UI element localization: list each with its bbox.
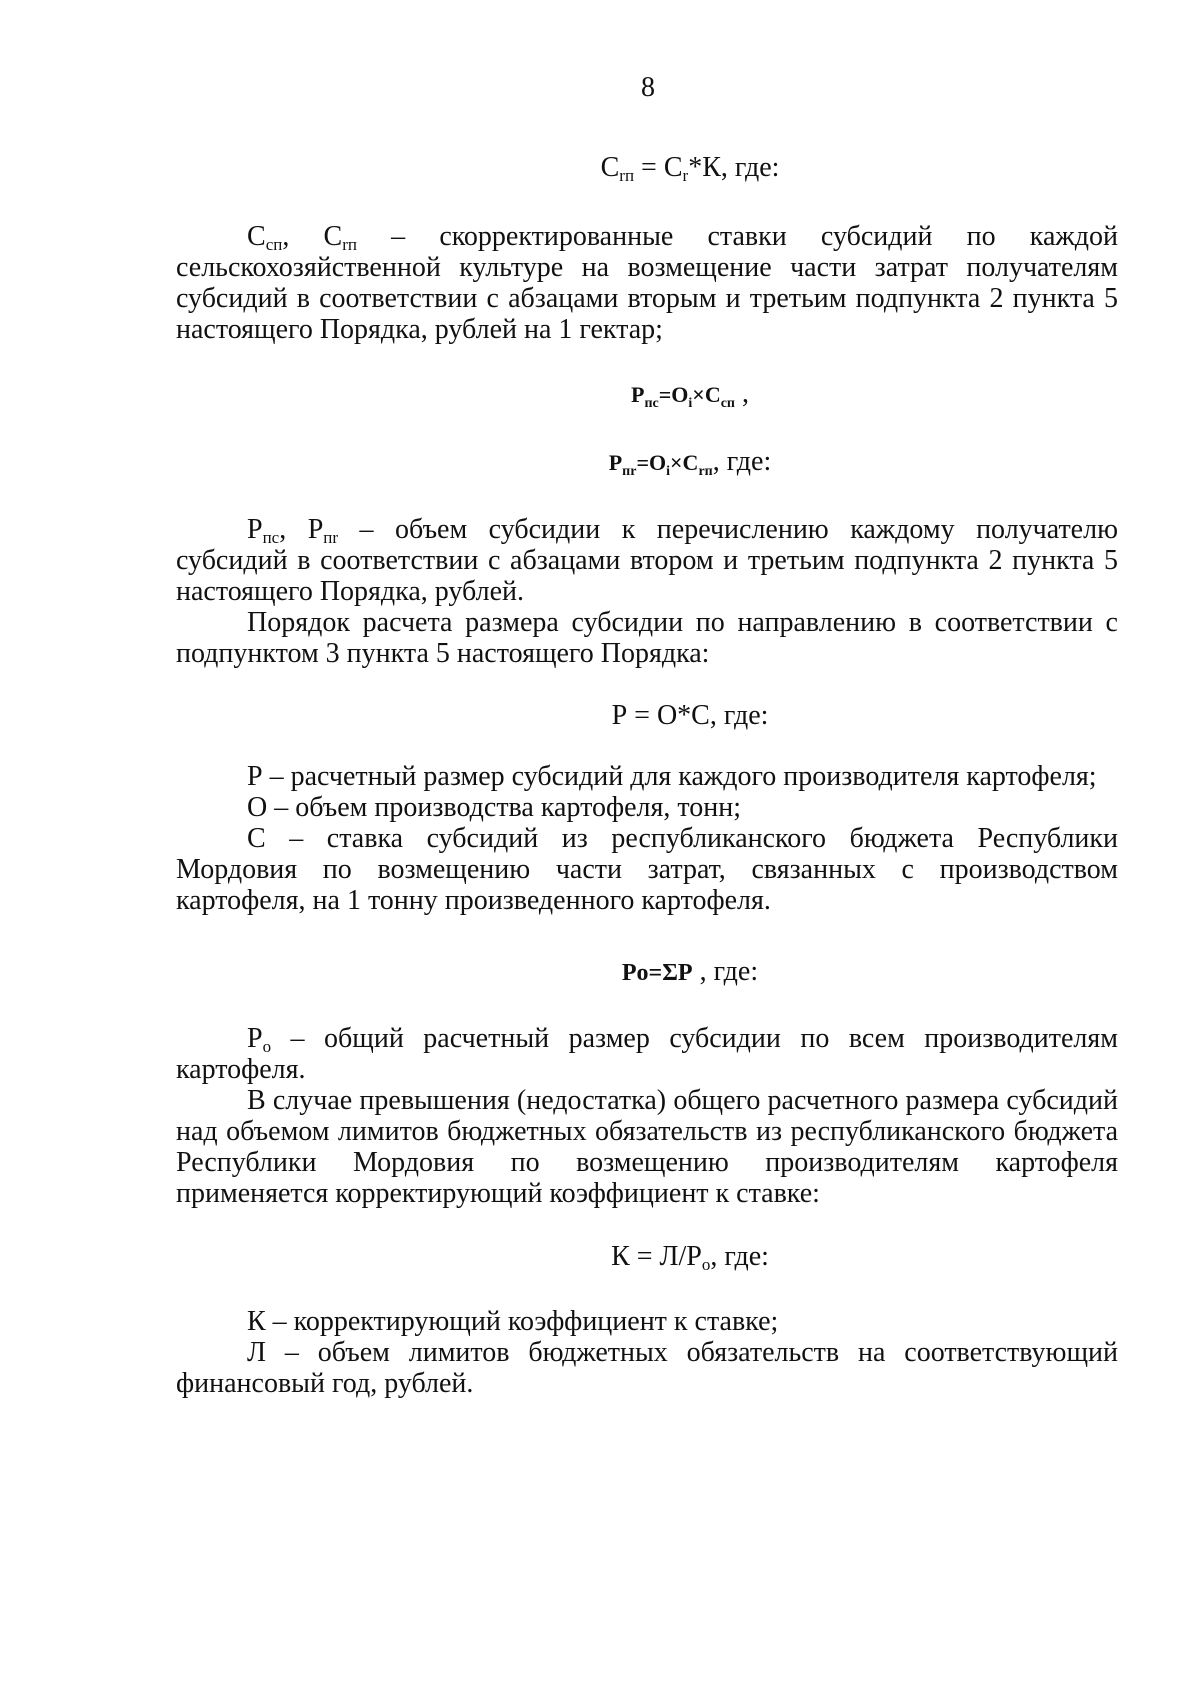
paragraph-definition-p: Р – расчетный размер субсидий для каждого производителя картофеля; (247, 761, 1097, 792)
formula-text: *К, где: (688, 152, 780, 183)
paragraph-text: – объем субсидии к перечислению каждому получателю субсидий в соответствии с абзацами втором и третьим подпункта 2 пункта 5 настоящего Порядка, рублей. (176, 514, 1119, 607)
subscript: пс (262, 528, 280, 547)
paragraph-subsidy-volume (176, 514, 1118, 607)
formula-subscript: rп (619, 166, 635, 185)
paragraph-text: – общий расчетный размер субсидии по всем производителям картофеля. (176, 1023, 1118, 1085)
paragraph-definition-c: С – ставка субсидий из республиканского бюджета Республики Мордовия по возмещению части затрат, связанных с производством картофеля, на 1 тонну произведенного картофеля. (176, 823, 1118, 916)
formula-subscript: i (666, 464, 670, 479)
formula-symbol: = С (634, 152, 683, 183)
formula-subscript: пr (622, 464, 637, 479)
formula-c-rn (176, 152, 1118, 183)
subscript: пr (323, 528, 339, 547)
formula-subscript: rп (698, 464, 713, 479)
formula-p-nc (176, 378, 1118, 410)
formula-symbol: =O (658, 382, 689, 407)
formula-text: , где: (712, 446, 772, 477)
formula-k (176, 1241, 1118, 1272)
formula-symbol: ×C (670, 450, 699, 475)
paragraph-definition-l: Л – объем лимитов бюджетных обязательств на соответствующий финансовый год, рублей. (176, 1337, 1118, 1399)
subscript: rп (342, 235, 357, 254)
symbol: С (247, 221, 266, 252)
formula-subscript: пс (644, 396, 659, 411)
formula-p-nr (176, 446, 1118, 478)
formula-symbol: P (608, 450, 623, 475)
formula-text: , где: (692, 956, 759, 987)
subscript: сп (265, 235, 283, 254)
formula-symbol: Po=ΣP (621, 960, 693, 986)
paragraph-definition-po (176, 1023, 1118, 1085)
formula-text: , (735, 378, 749, 409)
formula-subscript: i (688, 396, 693, 411)
page-number: 8 (641, 72, 655, 103)
paragraph-correction-case: В случае превышения (недостатка) общего расчетного размера субсидий над объемом лимитов бюджетных обязательств из республиканского бюджета Республики Мордовия по возмещению производителям картофеля применяется корректирующий коэффициент к ставке: (176, 1085, 1118, 1209)
formula-subscript: r (682, 166, 689, 185)
formula-symbol: К = Л/Р (611, 1241, 702, 1272)
paragraph-definition-k: К – корректирующий коэффициент к ставке; (247, 1306, 779, 1337)
formula-p-oc: Р = О*С, где: (611, 700, 769, 731)
symbol: , Р (279, 514, 324, 545)
paragraph-definition-o: О – объем производства картофеля, тонн; (247, 792, 741, 823)
document-body (176, 152, 1118, 1399)
paragraph-adjusted-rates (176, 221, 1118, 345)
formula-symbol: С (600, 152, 620, 183)
symbol: Р (247, 514, 263, 545)
subscript: о (262, 1037, 272, 1056)
paragraph-calculation-order: Порядок расчета размера субсидии по направлению в соответствии с подпунктом 3 пункта 5 настоящего Порядка: (176, 607, 1118, 669)
formula-symbol: P (631, 382, 645, 407)
formula-subscript: сп (720, 396, 735, 411)
formula-text: , где: (710, 1241, 769, 1272)
formula-symbol: =O (636, 450, 667, 475)
formula-subscript: о (701, 1255, 711, 1274)
symbol: , С (282, 221, 343, 252)
formula-symbol: ×C (692, 382, 721, 407)
symbol: Р (247, 1023, 263, 1054)
paragraph-text: – скорректированные ставки субсидий по каждой сельскохозяйственной культуре на возмещение части затрат получателям субсидий в соответствии с абзацами вторым и третьим подпункта 2 пункта 5 настоящего Порядка, рублей на 1 гектар; (176, 221, 1118, 345)
formula-po-sum (176, 956, 1118, 989)
